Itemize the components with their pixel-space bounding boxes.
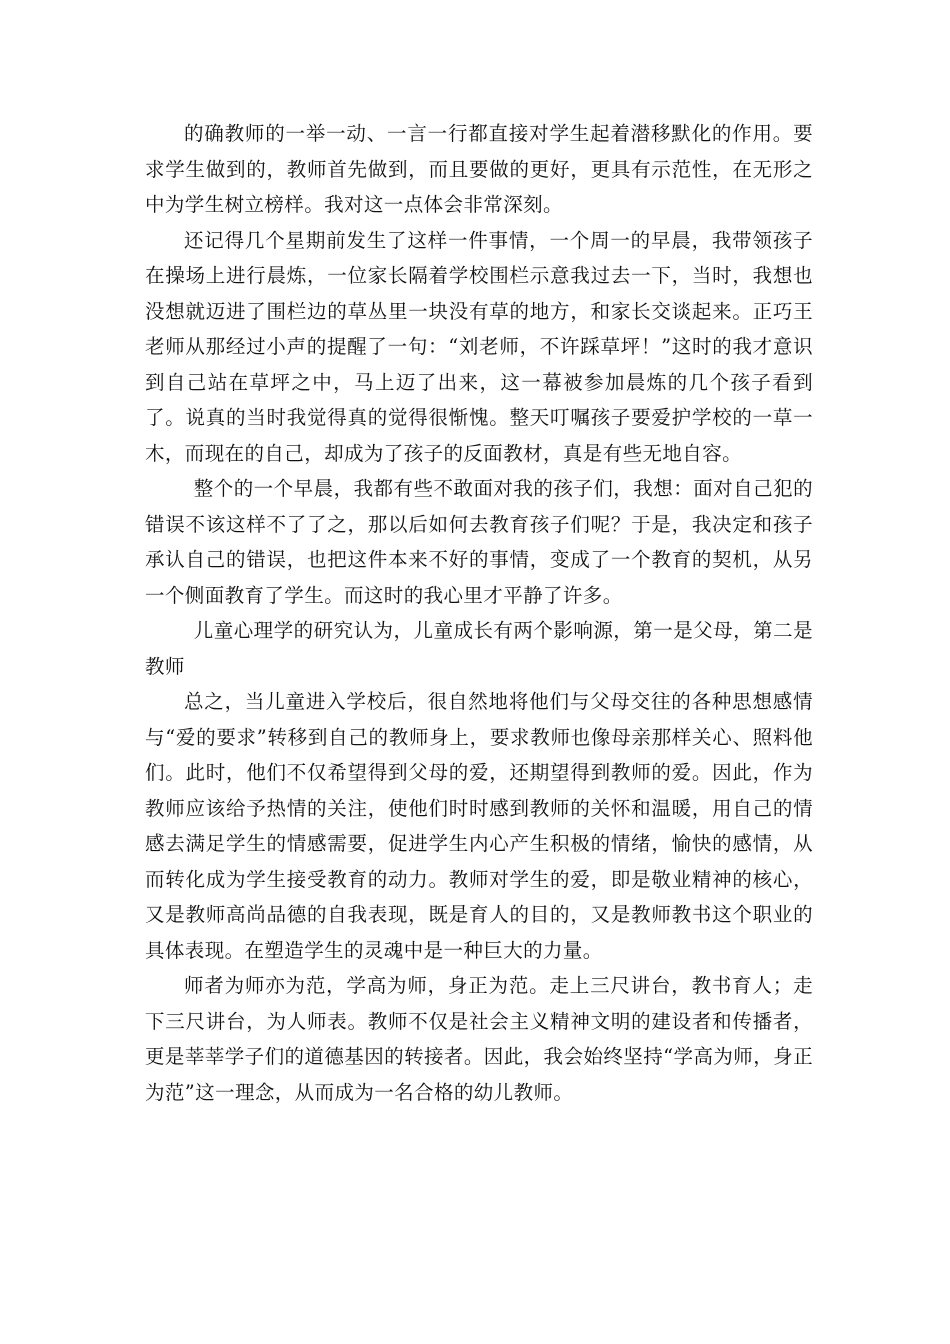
document-body (145, 116, 813, 1110)
paragraph-5: 总之，当儿童进入学校后，很自然地将他们与父母交往的各种思想感情与“爱的要求”转移到自己的教师身上，要求教师也像母亲那样关心、照料他们。此时，他们不仅希望得到父母的爱，还期望得到教师的爱。因此，作为教师应该给予热情的关注，使他们时时感到教师的关怀和温暖，用自己的情感去满足学生的情感需要，促进学生内心产生积极的情绪，愉快的感情，从而转化成为学生接受教育的动力。教师对学生的爱，即是敬业精神的核心，又是教师高尚品德的自我表现，既是育人的目的，又是教师教书这个职业的具体表现。在塑造学生的灵魂中是一种巨大的力量。 (145, 690, 813, 962)
paragraph-6: 师者为师亦为范，学高为师，身正为范。走上三尺讲台，教书育人；走下三尺讲台，为人师表。教师不仅是社会主义精神文明的建设者和传播者，更是莘莘学子们的道德基因的转接者。因此，我会始终坚持“学高为师，身正为范”这一理念，从而成为一名合格的幼儿教师。 (145, 974, 813, 1104)
paragraph-3: 整个的一个早晨，我都有些不敢面对我的孩子们，我想：面对自己犯的错误不该这样不了了之，那以后如何去教育孩子们呢？于是，我决定和孩子承认自己的错误，也把这件本来不好的事情，变成了一个教育的契机，从另一个侧面教育了学生。而这时的我心里才平静了许多。 (145, 477, 813, 607)
paragraph-2: 还记得几个星期前发生了这样一件事情，一个周一的早晨，我带领孩子在操场上进行晨炼，一位家长隔着学校围栏示意我过去一下，当时，我想也没想就迈进了围栏边的草丛里一块没有草的地方，和家长交谈起来。正巧王老师从那经过小声的提醒了一句：“刘老师，不许踩草坪！”这时的我才意识到自己站在草坪之中，马上迈了出来，这一幕被参加晨炼的几个孩子看到了。说真的当时我觉得真的觉得很惭愧。整天叮嘱孩子要爱护学校的一草一木，而现在的自己，却成为了孩子的反面教材，真是有些无地自容。 (145, 228, 813, 465)
paragraph-4: 儿童心理学的研究认为，儿童成长有两个影响源，第一是父母，第二是教师 (145, 619, 813, 678)
paragraph-1: 的确教师的一举一动、一言一行都直接对学生起着潜移默化的作用。要求学生做到的，教师首先做到，而且要做的更好，更具有示范性，在无形之中为学生树立榜样。我对这一点体会非常深刻。 (145, 122, 813, 216)
